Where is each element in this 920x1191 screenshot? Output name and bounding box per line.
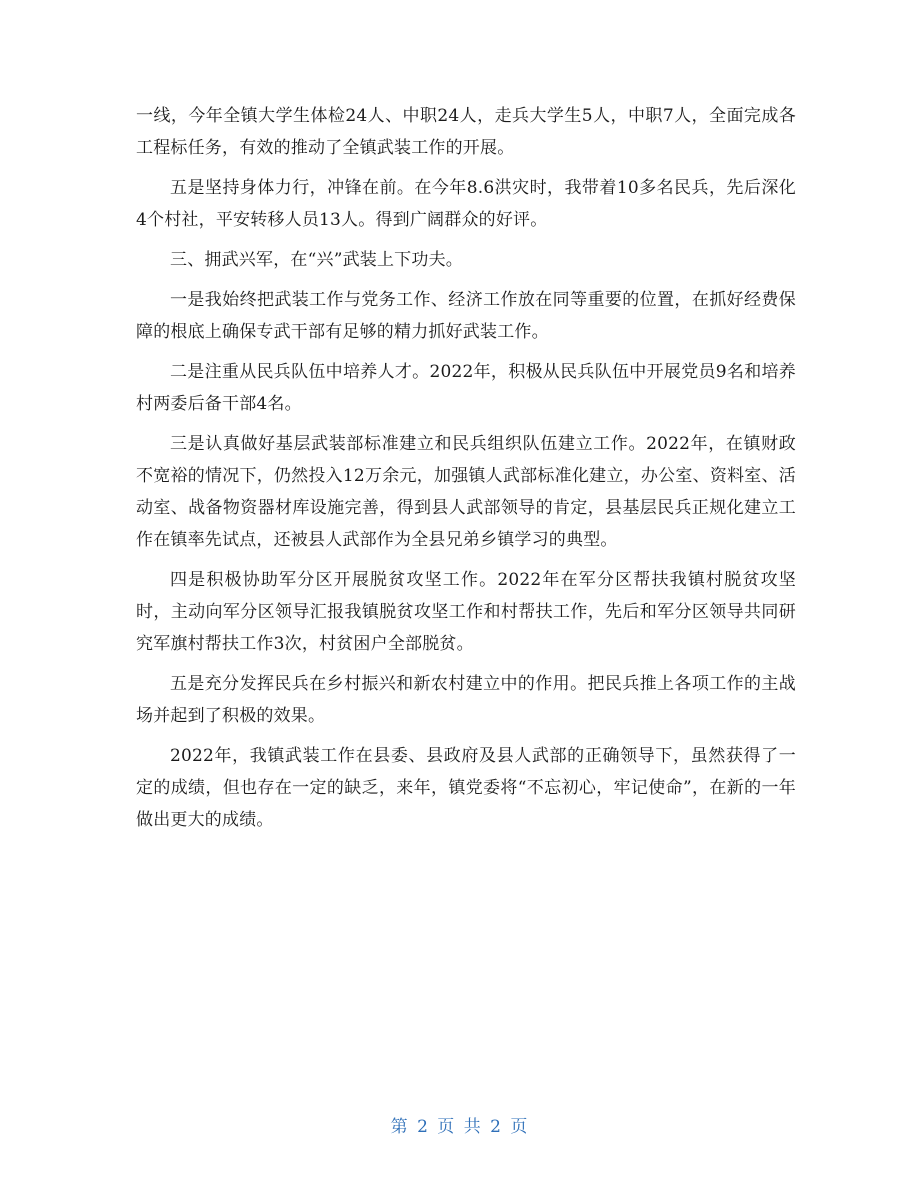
paragraph-point-three: 三是认真做好基层武装部标准建立和民兵组织队伍建立工作。2022年，在镇财政不宽裕的情况下，仍然投入12万余元，加强镇人武部标准化建立，办公室、资料室、活动室、战备物资器材库设施完善，得到县人武部领导的肯定，县基层民兵正规化建立工作在镇率先试点，还被县人武部作为全县兄弟乡镇学习的典型。 bbox=[136, 434, 796, 550]
document-body bbox=[136, 100, 796, 844]
paragraph-conclusion: 2022年，我镇武装工作在县委、县政府及县人武部的正确领导下，虽然获得了一定的成绩，但也存在一定的缺乏，来年，镇党委将“不忘初心，牢记使命”，在新的一年做出更大的成绩。 bbox=[136, 746, 796, 830]
paragraph-flood-relief: 五是坚持身体力行，冲锋在前。在今年8.6洪灾时，我带着10多名民兵，先后深化4个村社，平安转移人员13人。得到广阔群众的好评。 bbox=[136, 178, 796, 230]
paragraph-point-one: 一是我始终把武装工作与党务工作、经济工作放在同等重要的位置，在抓好经费保障的根底上确保专武干部有足够的精力抓好武装工作。 bbox=[136, 290, 796, 342]
section-heading-three: 三、拥武兴军，在“兴”武装上下功夫。 bbox=[170, 250, 463, 270]
paragraph-point-five: 五是充分发挥民兵在乡村振兴和新农村建立中的作用。把民兵推上各项工作的主战场并起到了积极的效果。 bbox=[136, 674, 796, 726]
paragraph-point-two: 二是注重从民兵队伍中培养人才。2022年，积极从民兵队伍中开展党员9名和培养村两委后备干部4名。 bbox=[136, 362, 796, 414]
paragraph-continued: 一线，今年全镇大学生体检24人、中职24人，走兵大学生5人，中职7人，全面完成各工程标任务，有效的推动了全镇武装工作的开展。 bbox=[136, 106, 796, 158]
paragraph-point-four: 四是积极协助军分区开展脱贫攻坚工作。2022年在军分区帮扶我镇村脱贫攻坚时，主动向军分区领导汇报我镇脱贫攻坚工作和村帮扶工作，先后和军分区领导共同研究军旗村帮扶工作3次，村贫困户全部脱贫。 bbox=[136, 570, 796, 654]
page-number-footer: 第 2 页 共 2 页 bbox=[390, 1117, 530, 1137]
